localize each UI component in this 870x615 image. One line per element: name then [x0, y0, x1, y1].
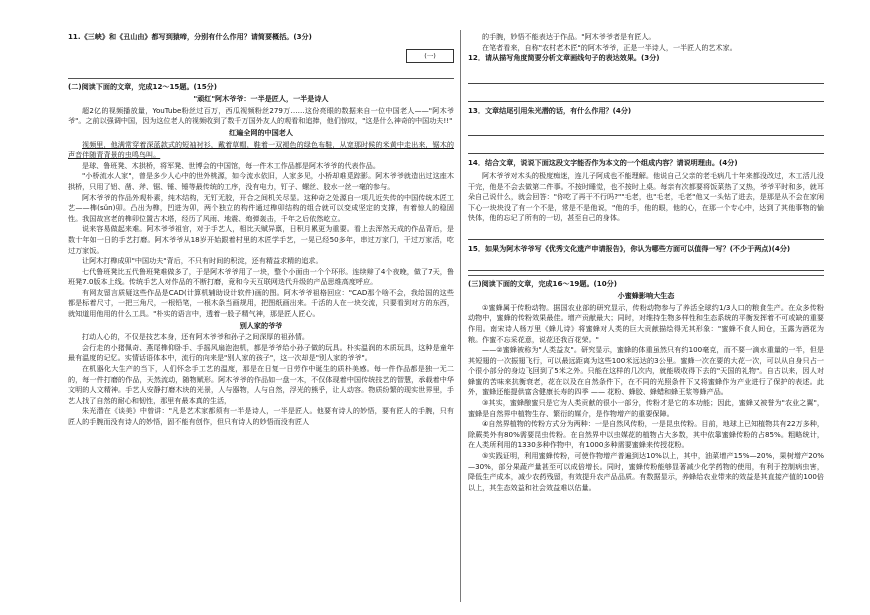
left-column: [68, 32, 454, 602]
section-rule: [68, 78, 454, 79]
paragraph: 有网友留言质疑这些作品是CAD(计算机辅助设计软件)画的图。阿木爷爷祖格回应："CAD那个啥不会，我给国的这些都是标着尺寸，一把三角尺，一根铅笔，一根木条当画规用，把图纸画出来。千活的人在一块交流，只要看到对方的东西，就知道用他用的什么工具。"朴实的语言中，透着一股子精气神，那是匠人匠心。: [68, 287, 454, 319]
paragraph: ①蜜蜂属于传粉动物。据国农业部的研究显示，传粉动物参与了养活全球约1/3人口的粮食生产。在众多传粉动物中，蜜蜂的传粉效果最佳。增产贡献最大；同时，对维持生物多样性和生态系统的平衡发挥着不可或缺的重要作用。南宋诗人杨万里《蜂儿诗》将蜜蜂对人类的巨大贡献描绘得无其形象："蜜蜂不食人间仓，玉露为酒花为粮。作蜜不忘采花意，说花还我百花荣。": [468, 302, 824, 344]
article-title: "顽红"阿木爷爷：一半是匠人，一半是诗人: [193, 94, 329, 104]
answer-line: [468, 66, 824, 84]
answer-line: [468, 88, 824, 102]
paragraph: 让阿木打榫成卯"中国功夫"背后，不只有时间的积淀，还有精益求精的追求。: [82, 256, 323, 266]
answer-line: [468, 257, 824, 271]
right-column: [468, 32, 824, 602]
answer-line: [468, 118, 824, 136]
answer-line: [468, 226, 824, 240]
paragraph: 朱光潜在《谈美》中曾讲："凡是艺术家都须有一半是诗人，一半是匠人。他要有诗人的妙悟，要有匠人的手腕，只有匠人的手腕而没有诗人的妙悟，固不能有创作，但只有诗人的妙悟而没有匠人: [68, 406, 454, 426]
subheading: 红遍全网的中国老人: [229, 127, 293, 137]
paragraph: "小桥流水人家"，曾是多少人心中的世外桃源，如今流水依旧，人家多见，小桥却难觅踪影。阿木爷爷就造出过这座木拱桥，只用了铝、凿、斧、锯、锤、锤等最传统的工序，没有电力，钉子、螺丝、胶水一丝一毫的参与。: [68, 171, 454, 191]
paragraph: 七代鲁班凳比五代鲁班凳难做多了，于是阿木爷爷用了一块，整个小面由一个个环形。连续辩了4个夜晚，做了7天，鲁班凳7.0版本上线。传统手艺人对作品的不断打磨，竟和今天互联网迭代升级的产品思维高度呼应。: [68, 266, 454, 287]
paragraph-continued: 的手腕，妙悟不能表达于作品。"阿木爷爷者是有匠人。: [482, 32, 656, 41]
column-divider: [460, 30, 461, 602]
section-2-heading: (二)阅读下面的文章，完成12～15题。(15分): [68, 81, 217, 91]
section-rule: [468, 275, 824, 276]
paragraph: 说来容易做起来难。阿木爷爷祖官，对于手艺人，相比天赋异禀，日积月累更为重要。看上去浑然天成的作品背后，是数十年如一日的手艺打磨。阿木爷爷从18岁开始跟着村里的木匠学手艺，一晃已经50多年，串过万家门，干过万家活，吃过万家饭。: [68, 224, 454, 255]
underlined-paragraph: 视频里，他满常穿着深蓝款式的短袖衬衫，戴着草帽，鞋着一双褪色的绿色布鞋，从宽那时候的米黄中走出来，锯木的声音伴随青背景的虫鸣鸟叫。: [68, 139, 454, 160]
question-13: 13．文章结尾引用朱光潜的话，有什么作用？(4分): [468, 105, 632, 115]
paragraph: 阿木爷爷的作品外观朴素，纯木结构，无钉无胶，开合之间机关尽显。这种奇之处源自一项几近失传的中国传统木匠工艺——榫(sǔn)卯。凸出为榫，凹进为卯，两个独立的构件通过榫卯结构的组合就可以变成坚定的支撑，有着惊人的稳固性。我国故宫老的榫卯位置古木塔，经历了风雨、地震、炮弹轰击，千年之后依然屹立。: [68, 192, 454, 223]
paragraph: 打动人心的，不仅是技艺本身，还有阿木爷爷和孙子之间深厚的祖孙情。: [82, 332, 309, 342]
article-title: 小蜜蜂影响大生态: [617, 291, 675, 301]
question-14: 14．结合文章，说说下面这段文字能否作为本文的一个组成内容？请说明理由。(4分): [468, 158, 738, 168]
question-11: 11.《三峡》和《丑山由》都写到猿啼，分别有什么作用？请简要概括。(3分): [68, 32, 312, 41]
answer-area-11: [68, 45, 454, 75]
paragraph: 是球、鲁班凳、木拱桥，将军凳、世博会的中国馆，每一件木工作品都是阿木爷爷的代表作品。: [82, 160, 380, 170]
paragraph: 超2亿的视频播放量，YouTube粉丝过百万，西瓜视频粉丝279万……这份亮眼的数据来自一位中国老人——"阿木爷爷"。之前以强调中国，因为这位老人的视频收到了数千万国外友人的观看和追捧，他们惊叹，"这是什么神奇的中国功夫!!": [68, 105, 454, 126]
question-15: 15．如果为阿木爷爷写《优秀文化遗产申请报告》，你认为哪些方面可以值得一写？(不少于两点)(4分): [468, 243, 791, 253]
score-box: (一): [406, 49, 454, 63]
paragraph: ④自然界植物的传粉方式分为两种：一是自然风传粉，一是昆虫传粉。目前，地球上已知植物共有22万多种，除蕨类外有80%需要昆虫传粉。在自然界中以虫媒花的植物占大多数，其中依靠蜜蜂传粉的占85%。粗略统计，在人类所利用的1330多种作物中，有1000多种需要蜜蜂来传授花粉。: [468, 419, 824, 450]
paragraph: ⑤实践证明，利用蜜蜂传粉，可使作物增产普遍到达10%以上，其中，油菜增产15%—20%，果树增产20%—30%，部分果蔬产量甚至可以成倍增长。同时，蜜蜂传粉能够显著减少化学药物的使用，有利于控制病虫害，降低生产成本，减少农药残留，有效提升农产品品质。有数据显示，养蜂给农业带来的效益是其直接产值的100倍以上，其生态效益和社会效益难以估量。: [468, 451, 824, 492]
section-3-heading: (三)阅读下面的文章，完成16～19题。(10分): [468, 278, 617, 288]
paragraph: 会行走的小猪佩奇、燕尾榫仰卧手、手摇风扇泡泡机，都是爷爷给小孙子做的玩具。朴实温润的木质玩具，这种是童年最有温度的记忆。实情话语体本中，流行的向来是"别人家的孩子"，这一次却是"别人家的爷爷"。: [68, 342, 454, 363]
paragraph-continued: 在笔者看来，自称"农村老木匠"的阿木爷爷，正是一半诗人，一半匠人的艺术家。: [482, 42, 737, 52]
answer-line: [468, 140, 824, 154]
subheading: 别人家的爷爷: [239, 320, 283, 330]
paragraph: 在机器化大生产的当下，人们怀念手工艺的温度，那是在日复一日劳作中诞生的质朴美感。每一件作品都是独一无二的，每一件打磨的作品，天然流动，随物赋形。阿木爷爷的作品如一盘一木，不仅体现着中国传统技艺的智慧，承载着中华文明的人文精神。手艺人安静打磨木块的光景，人与器物，人与自然，浮光的熊乎，让人动容。物质纷繁的现实世界里，手艺人找了自然的耐心和韧性，那里有最本真的生活，: [68, 364, 454, 405]
paragraph: ③其实，蜜蜂酿蜜只是它为人类贡献的很小一部分，传粉才是它的本功能；因此，蜜蜂又被誉为"农业之翼"，蜜蜂是自然界中植物生存、繁衍的媒介，是作物增产的重要保障。: [468, 398, 824, 418]
quoted-passage: 阿木爷爷对木头的极度痴迷，连儿子阿成也不能理解。他说自己父亲的老毛病几十年来都没改过，木工活儿没干完，他是不会去做第二件事。不按时睡觉，也不按时上桌。每亲有次都要将饭菜热了又热，爷爷平时和多，就耳朵自己说什么，就会回答："你吃了再干不行吗?""毛老，也"毛老，毛老"他又一头钻了进去，是那是从不会在家闲下心一块块没了有一个不是，常是不是他说，"他的手，他的眼，他的心，在那一个专心中，达到了其他事物的愉快体，他的忘记了所有的一切，甚至自己的身体。: [468, 170, 824, 223]
question-12: 12．请从描写角度简要分析文章画线句子的表达效果。(3分): [468, 53, 660, 63]
paragraph: ——②蜜蜂被称为"人类益友"。研究显示，蜜蜂的体重虽然只有约100毫克，而不要一滴水重量的一半，但是其短翅的一次振翅飞行，可以最远距离为这些100米远达的3公里。蜜蜂一次在要的大花一次，可以从自身只占一个很小部分的身边飞回到了5米之外。只能在这样的几次内，就能吸收得下去的"天国的礼物"。自古以来，因人对蜂蜜的苦味来抗衡衰老，花在以及在自然条件下，在不同的光照条件下又将蜜蜂作为产业进行了保护的表述。此外，蜜蜂还能提供富含健康长寿的四季 —— 花粉、蜂胶、蜂蜡和蜂王浆等蜂产品。: [468, 345, 824, 397]
